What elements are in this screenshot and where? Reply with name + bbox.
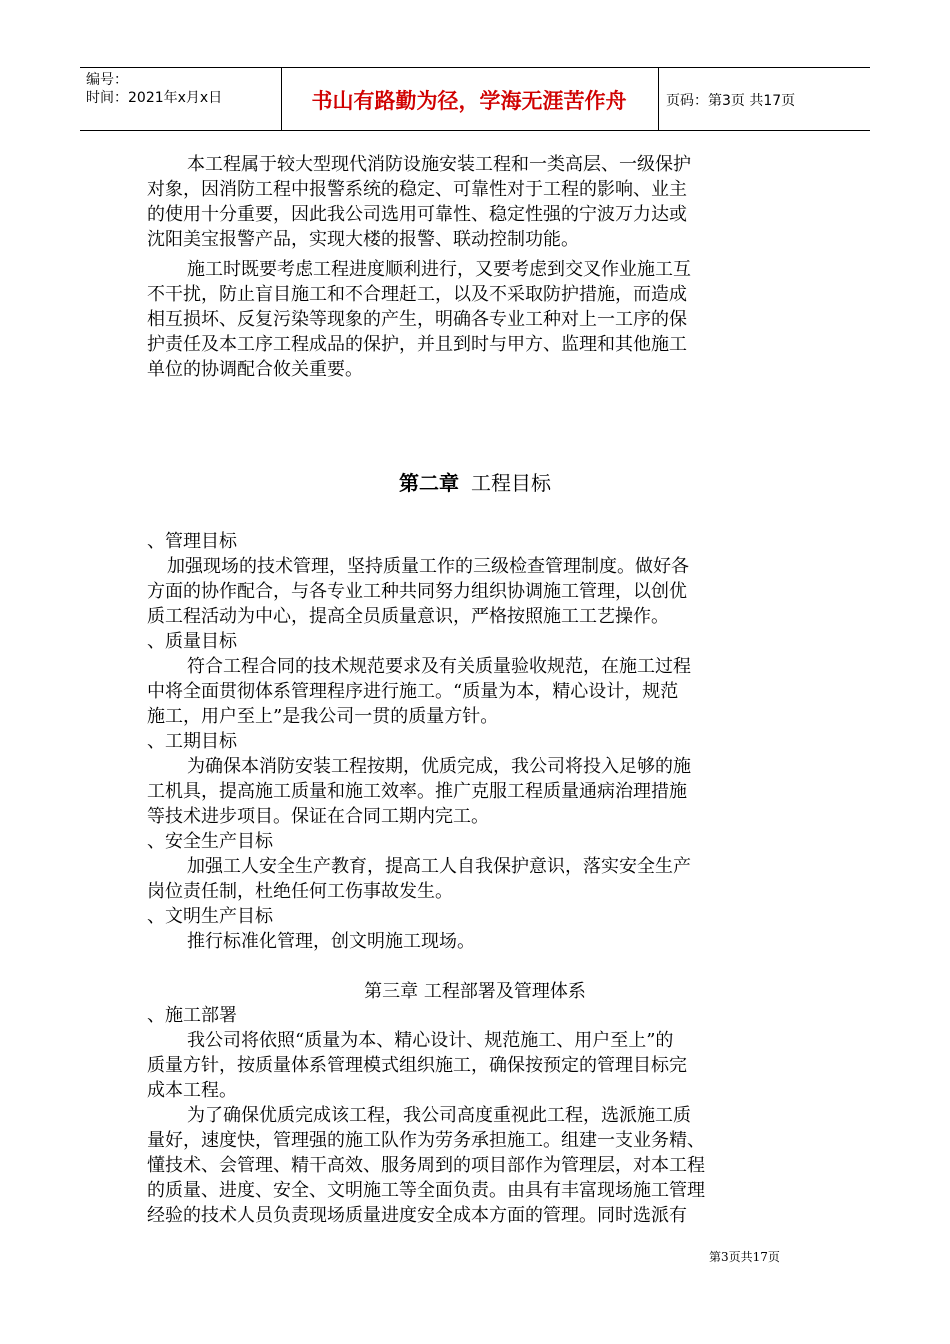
text-line: 不干扰，防止盲目施工和不合理赶工，以及不采取防护措施，而造成 bbox=[147, 284, 687, 305]
text-line: 相互损坏、反复污染等现象的产生，明确各专业工种对上一工序的保 bbox=[147, 309, 687, 330]
text-line: 沈阳美宝报警产品，实现大楼的报警、联动控制功能。 bbox=[147, 229, 579, 250]
section-heading: 、质量目标 bbox=[147, 631, 237, 652]
text-line: 单位的协调配合攸关重要。 bbox=[147, 359, 363, 380]
chapter-3-title: 第三章 工程部署及管理体系 bbox=[364, 981, 586, 1002]
header-divider bbox=[281, 68, 282, 130]
text-line: 推行标准化管理，创文明施工现场。 bbox=[187, 931, 475, 952]
text-line: 的质量、进度、安全、文明施工等全面负责。由具有丰富现场施工管理 bbox=[147, 1180, 705, 1201]
text-line: 为了确保优质完成该工程，我公司高度重视此工程，选派施工质 bbox=[187, 1105, 691, 1126]
intro-paragraph-1 bbox=[147, 152, 812, 252]
text-line: 护责任及本工序工程成品的保护，并且到时与甲方、监理和其他施工 bbox=[147, 334, 687, 355]
text-line: 量好，速度快，管理强的施工队作为劳务承担施工。组建一支业务精、 bbox=[147, 1130, 705, 1151]
text-line: 本工程属于较大型现代消防设施安装工程和一类高层、一级保护 bbox=[187, 154, 691, 175]
text-line: 等技术进步项目。保证在合同工期内完工。 bbox=[147, 806, 489, 827]
text-line: 加强现场的技术管理，坚持质量工作的三级检查管理制度。做好各 bbox=[167, 556, 689, 577]
text-line: 质工程活动为中心，提高全员质量意识，严格按照施工工艺操作。 bbox=[147, 606, 669, 627]
text-line: 加强工人安全生产教育，提高工人自我保护意识，落实安全生产 bbox=[187, 856, 691, 877]
text-line: 为确保本消防安装工程按期，优质完成，我公司将投入足够的施 bbox=[187, 756, 691, 777]
section-heading: 、工期目标 bbox=[147, 731, 237, 752]
text-line: 施工时既要考虑工程进度顺利进行，又要考虑到交叉作业施工互 bbox=[187, 259, 691, 280]
header-page-info: 页码：第3页 共17页 bbox=[666, 93, 796, 109]
text-line: 岗位责任制，杜绝任何工伤事故发生。 bbox=[147, 881, 453, 902]
chapter-2-number: 第二章 bbox=[399, 471, 459, 495]
text-line: 工机具，提高施工质量和施工效率。推广克服工程质量通病治理措施 bbox=[147, 781, 687, 802]
text-line: 的使用十分重要，因此我公司选用可靠性、稳定性强的宁波万力达或 bbox=[147, 204, 687, 225]
text-line: 方面的协作配合，与各专业工种共同努力组织协调施工管理，以创优 bbox=[147, 581, 687, 602]
text-line: 对象，因消防工程中报警系统的稳定、可靠性对于工程的影响、业主 bbox=[147, 179, 687, 200]
text-line: 成本工程。 bbox=[147, 1080, 237, 1101]
text-line: 经验的技术人员负责现场质量进度安全成本方面的管理。同时选派有 bbox=[147, 1205, 687, 1226]
chapter-2-title bbox=[0, 467, 950, 496]
header-divider bbox=[658, 68, 659, 130]
page-header bbox=[80, 67, 870, 131]
chapter-2-name: 工程目标 bbox=[471, 471, 551, 495]
chapter-2-body bbox=[147, 529, 812, 954]
text-line: 懂技术、会管理、精干高效、服务周到的项目部作为管理层，对本工程 bbox=[147, 1155, 705, 1176]
section-heading: 、施工部署 bbox=[147, 1005, 237, 1026]
text-line: 施工，用户至上”是我公司一贯的质量方针。 bbox=[147, 706, 499, 727]
chapter-3-body bbox=[147, 1003, 812, 1228]
text-line: 中将全面贯彻体系管理程序进行施工。“质量为本，精心设计，规范 bbox=[147, 681, 679, 702]
section-heading: 、文明生产目标 bbox=[147, 906, 273, 927]
section-heading: 、管理目标 bbox=[147, 531, 237, 552]
section-heading: 、安全生产目标 bbox=[147, 831, 273, 852]
header-meta bbox=[86, 71, 222, 107]
page-footer: 第3页共17页 bbox=[709, 1250, 780, 1264]
text-line: 质量方针，按质量体系管理模式组织施工，确保按预定的管理目标完 bbox=[147, 1055, 687, 1076]
text-line: 符合工程合同的技术规范要求及有关质量验收规范，在施工过程 bbox=[187, 656, 691, 677]
text-line: 我公司将依照“质量为本、精心设计、规范施工、用户至上”的 bbox=[187, 1030, 674, 1051]
header-motto: 书山有路勤为径，学海无涯苦作舟 bbox=[311, 89, 627, 113]
intro-paragraph-2 bbox=[147, 257, 812, 382]
header-date: 时间：2021年x月x日 bbox=[86, 90, 223, 106]
header-number-label: 编号： bbox=[86, 72, 128, 88]
